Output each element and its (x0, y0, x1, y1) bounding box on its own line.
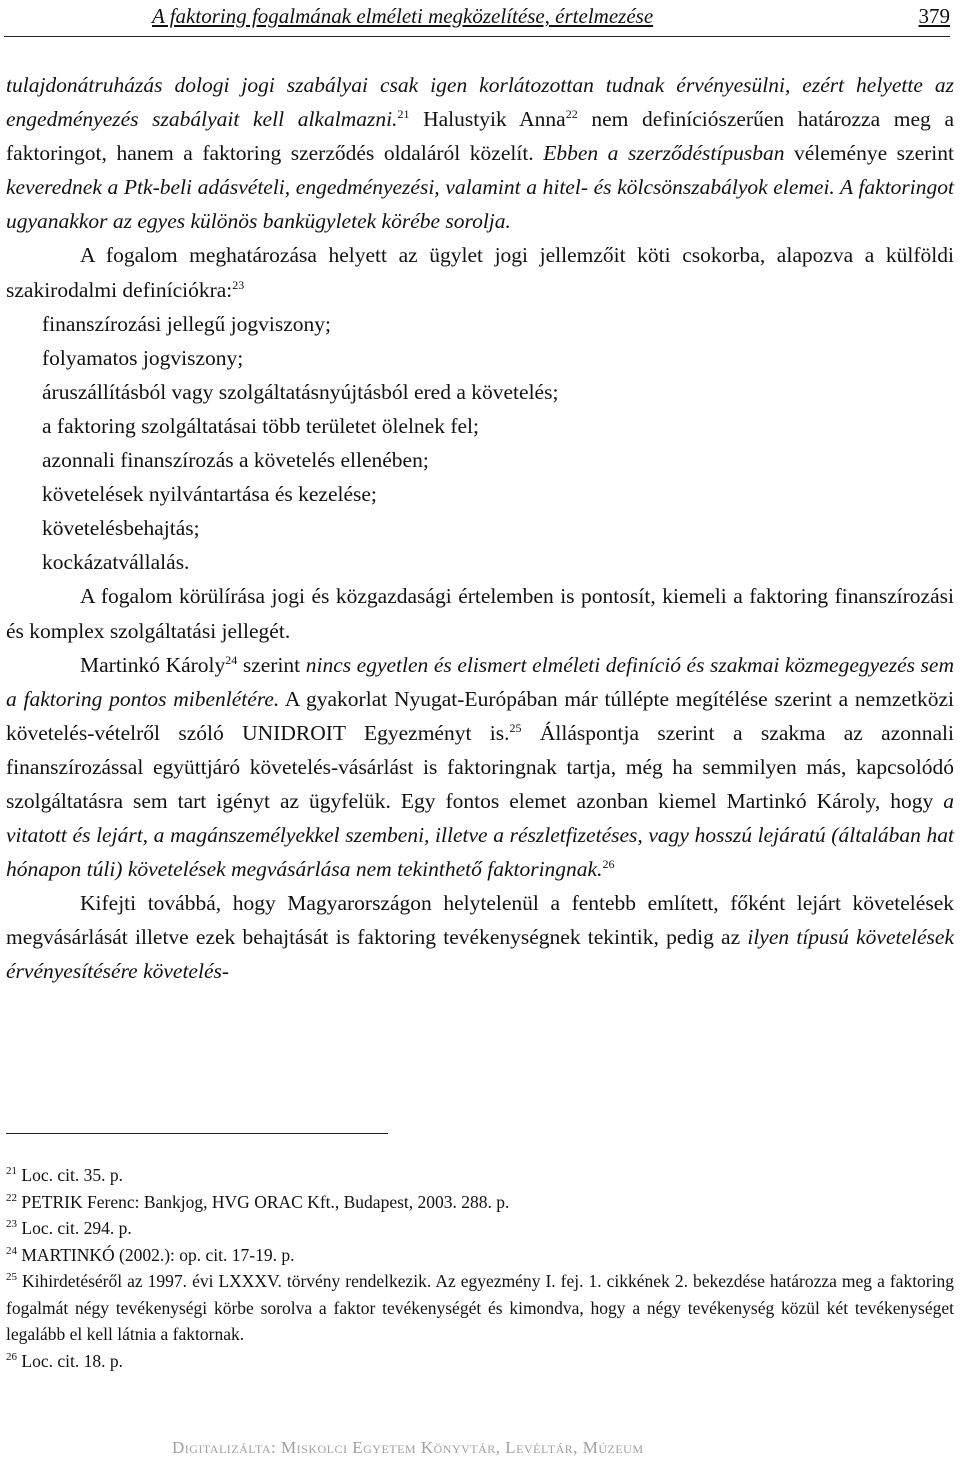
para5-italic-b: ilyen típusú követelések érvényesítésére követelés- (6, 925, 954, 984)
paragraph-5 (6, 886, 954, 988)
footnote-25 (6, 1268, 954, 1348)
page-number: 379 (918, 4, 950, 28)
footnote-24 (6, 1242, 954, 1269)
para4-text-b: szerint (237, 652, 306, 677)
header-rule (4, 36, 950, 37)
para1-italic-3c: keverednek a Ptk-beli adásvételi, engedményezési, valamint a hitel- és kölcsönszabályok elemei. A faktoringot ugyanakkor az egyes különös bankügyletek körébe sorolja. (6, 175, 954, 234)
footnote-text: MARTINKÓ (2002.): op. cit. 17-19. p. (17, 1244, 295, 1265)
list-item: követelésbehajtás; (42, 516, 200, 541)
footnotes (6, 1162, 954, 1374)
footnote-text: PETRIK Ferenc: Bankjog, HVG ORAC Kft., Budapest, 2003. 288. p. (17, 1191, 510, 1212)
footnote-number: 25 (6, 1271, 17, 1284)
list-item: azonnali finanszírozás a követelés ellenében; (42, 448, 429, 473)
footnote-number: 23 (6, 1218, 17, 1231)
list-item: kockázatvállalás. (42, 550, 190, 575)
list-item: folyamatos jogviszony; (42, 345, 244, 370)
para1-text-2a: Halustyik Anna (409, 107, 566, 132)
footnote-23 (6, 1215, 954, 1242)
footnote-ref-24[interactable]: 24 (225, 652, 238, 667)
footnote-ref-21[interactable]: 21 (397, 106, 410, 121)
list-item: követelések nyilvántartása és kezelése; (42, 482, 377, 507)
para1-text-2b: nem definíciószerűen határozza meg a faktoringot, hanem a faktoring szerződés oldaláról közelít. (6, 107, 954, 166)
page-header (0, 0, 960, 40)
list-item: áruszállításból vagy szolgáltatásnyújtásból ered a követelés; (42, 379, 559, 404)
para1-italic-1: tulajdonátruházás dologi jogi szabályai csak igen korlátozottan tudnak érvényesülni, ezért helyette az engedményezés szabályait kell alkalmazni. (6, 73, 954, 132)
list-item: finanszírozási jellegű jogviszony; (42, 311, 331, 336)
footnote-ref-23[interactable]: 23 (232, 277, 245, 292)
footnote-number: 26 (6, 1350, 17, 1363)
footnote-text: Loc. cit. 294. p. (17, 1218, 132, 1238)
para4-italic-c: nincs egyetlen és elismert elméleti definíció és szakmai közmegegyezés sem a faktoring pontos mibenlétére. (6, 652, 954, 711)
footnote-ref-26[interactable]: 26 (602, 857, 615, 871)
footnote-21 (6, 1162, 954, 1189)
footnote-26 (6, 1348, 954, 1375)
para1-italic-3: Ebben a szerződéstípusban (543, 141, 785, 166)
list-item: a faktoring szolgáltatásai több területet ölelnek fel; (42, 413, 480, 438)
footnote-number: 24 (6, 1244, 17, 1257)
footnote-text: Kihirdetéséről az 1997. évi LXXXV. törvény rendelkezik. Az egyezmény I. fej. 1. cikkének 2. bekezdése határozza meg a faktoring fogalmát négy tevékenységi körbe sorolva a faktor tevékenységét és kimondva, hogy a négy tevékenység közül két tevékenységet legalább el kell látnia a faktornak. (6, 1271, 954, 1344)
para4-text-a: Martinkó Károly (80, 652, 226, 677)
footnote-number: 21 (6, 1165, 17, 1178)
running-title: A faktoring fogalmának elméleti megközelítése, értelmezése (152, 4, 654, 28)
paragraph-4 (6, 648, 954, 887)
footnote-22 (6, 1189, 954, 1216)
footnote-ref-22[interactable]: 22 (565, 106, 578, 121)
footnote-ref-25[interactable]: 25 (509, 720, 522, 735)
body-text (6, 68, 954, 989)
para4-text-e: Álláspontja szerint a szakma az azonnali finanszírozással együttjáró követelés-vásárlást is faktoringnak tartja, még ha semmilyen más, kapcsolódó szolgáltatásra sem tart igényt az ügyfelük. Egy fontos elemet azonban kiemel Martinkó Károly, hogy (6, 720, 954, 813)
para1-text-3b: véleménye szerint (784, 141, 954, 166)
paragraph-2 (6, 238, 954, 306)
paragraph-1 (6, 68, 954, 238)
para2-text: A fogalom meghatározása helyett az ügylet jogi jellemzőit köti csokorba, alapozva a külföldi szakirodalmi definíciókra: (6, 243, 954, 302)
footnote-text: Loc. cit. 18. p. (17, 1350, 123, 1371)
para4-text-d: A gyakorlat Nyugat-Európában már túllépte megítélése szerint a nemzetközi követelés-vételről szóló UNIDROIT Egyezményt is. (6, 686, 954, 745)
digitization-watermark: Digitalizálta: Miskolci Egyetem Könyvtár, Levéltár, Múzeum (172, 1438, 644, 1457)
footnote-rule (6, 1133, 388, 1134)
para5-text-a: Kifejti továbbá, hogy Magyarországon helytelenül a fentebb említett, főként lejárt követelések megvásárlását illetve ezek behajtását is faktoring tevékenységnek tekintik, pedig az (6, 891, 954, 950)
footnote-number: 22 (6, 1191, 17, 1204)
paragraph-3: A fogalom körülírása jogi és közgazdasági értelemben is pontosít, kiemeli a faktoring finanszírozási és komplex szolgáltatási jellegét. (6, 584, 954, 643)
characteristics-list (6, 307, 954, 580)
para4-italic-f: a vitatott és lejárt, a magánszemélyekkel szembeni, illetve a részletfizetéses, vagy hosszú lejáratú (általában hat hónapon túli) követelések megvásárlása nem tekinthető faktoringnak. (6, 788, 954, 882)
footnote-text: Loc. cit. 35. p. (17, 1165, 123, 1185)
